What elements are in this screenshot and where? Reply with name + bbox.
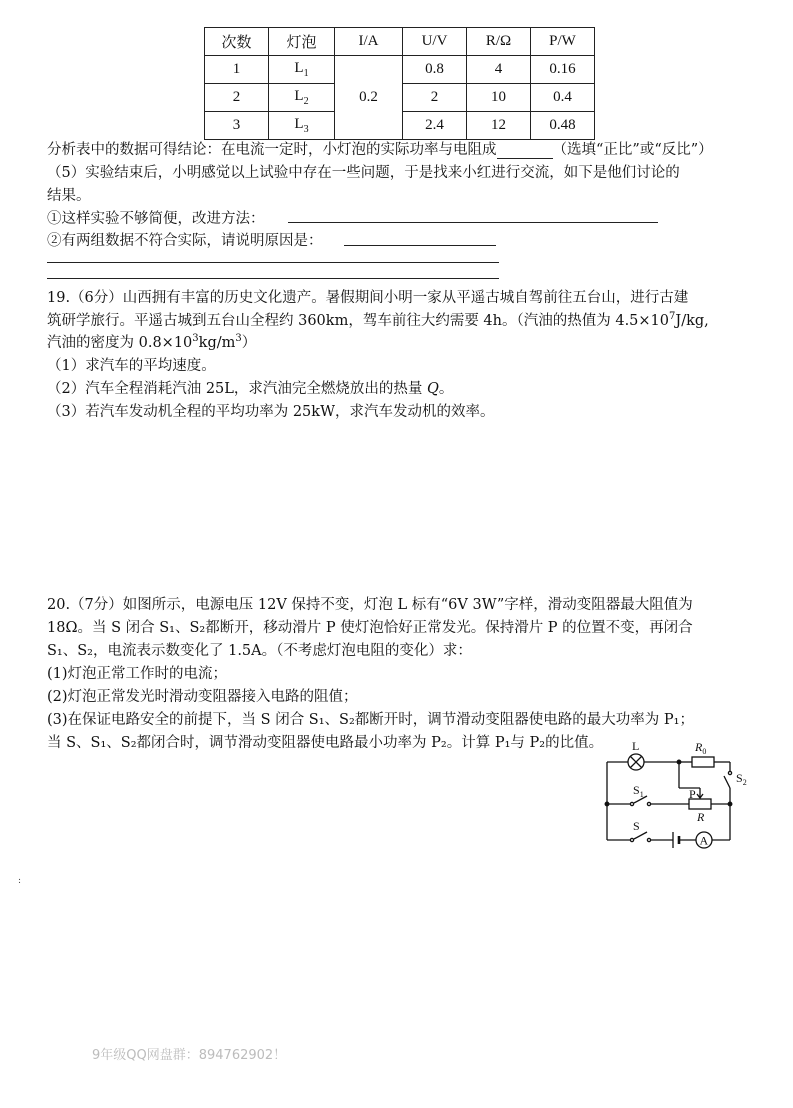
switch-contact — [630, 802, 633, 805]
switch-contact — [647, 838, 650, 841]
ammeter-label: A — [699, 833, 709, 848]
table-cell: 0.8 — [403, 56, 467, 84]
circuit-diagram — [595, 736, 765, 856]
table-header: P/W — [531, 28, 595, 56]
table-cell: 2 — [205, 84, 269, 112]
junction-dot — [605, 802, 609, 806]
table-cell: 1 — [205, 56, 269, 84]
lamp-icon — [628, 754, 644, 770]
q20-sub1: (1)灯泡正常工作时的电流； — [47, 666, 228, 682]
table-header: 灯泡 — [269, 28, 335, 56]
table-cell: $L_3$ — [269, 112, 335, 140]
switch-contact — [630, 838, 633, 841]
table-cell: 0.48 — [531, 112, 595, 140]
q18-item1: ①这样实验不够简便，改进方法： — [47, 211, 265, 227]
q19-sub3: （3）若汽车发动机全程的平均功率为 25kW，求汽车发动机的效率。 — [47, 404, 495, 420]
rheostat-label: R — [697, 810, 705, 824]
answer-blank[interactable] — [497, 142, 553, 159]
table-header: U/V — [403, 28, 467, 56]
q18-item2: ②有两组数据不符合实际，请说明原因是： — [47, 233, 323, 249]
switch-s2-lever — [724, 776, 730, 788]
q20-line2: 18Ω。当 S 闭合 S₁、S₂都断开，移动滑片 P 使灯泡恰好正常发光。保持滑片 P 的位置不变，再闭合 — [47, 620, 693, 636]
table-header: I/A — [335, 28, 403, 56]
q19-line1: 19.（6分）山西拥有丰富的历史文化遗产。暑假期间小明一家从平遥古城自驾前往五台山，进行古建 — [47, 290, 689, 306]
q19-sub2: （2）汽车全程消耗汽油 25L，求汽油完全燃烧放出的热量 Q。 — [47, 381, 454, 397]
data-table — [204, 27, 595, 140]
table-cell: 12 — [467, 112, 531, 140]
q18-conclusion: 分析表中的数据可得结论：在电流一定时，小灯泡的实际功率与电阻成 （选填“正比”或“反比”） — [47, 142, 713, 158]
r0-label: $R_0$ — [695, 740, 707, 756]
answer-line[interactable] — [47, 262, 499, 263]
q18-part5-line1: （5）实验结束后，小明感觉以上试验中存在一些问题，于是找来小红进行交流，如下是他们讨论的 — [47, 165, 680, 181]
table-cell: 4 — [467, 56, 531, 84]
q19-line2: 筑研学旅行。平遥古城到五台山全程约 360km，驾车前往大约需要 4h。（汽油的热值为 $4.5\times 10^7J/kg$, — [47, 311, 709, 329]
q19-sub1: （1）求汽车的平均速度。 — [47, 358, 216, 374]
battery-icon — [673, 832, 679, 848]
table-cell: $L_2$ — [269, 84, 335, 112]
table-row — [205, 56, 595, 84]
q20-sub3b: 当 S、S₁、S₂都闭合时，调节滑动变阻器使电路最小功率为 P₂。计算 P₁与 P₂的比值。 — [47, 735, 604, 751]
switch-s-label: S — [633, 819, 640, 833]
answer-line[interactable] — [288, 222, 658, 223]
table-header: R/Ω — [467, 28, 531, 56]
junction-dot — [728, 802, 732, 806]
s2-label: $S_2$ — [736, 771, 747, 787]
resistor-r0-icon — [692, 757, 714, 767]
table-cell: 3 — [205, 112, 269, 140]
table-cell: 2.4 — [403, 112, 467, 140]
switch-contact — [728, 771, 731, 774]
table-cell: 0.16 — [531, 56, 595, 84]
slider-label: P — [689, 787, 696, 801]
table-header: 次数 — [205, 28, 269, 56]
table-cell: $L_1$ — [269, 56, 335, 84]
q20-line1: 20.（7分）如图所示，电源电压 12V 保持不变，灯泡 L 标有“6V 3W”字样，滑动变阻器最大阻值为 — [47, 597, 693, 613]
switch-contact — [647, 802, 650, 805]
s1-label: $S_1$ — [633, 783, 644, 799]
table-cell: 0.4 — [531, 84, 595, 112]
margin-mark: : — [18, 876, 22, 886]
answer-line[interactable] — [47, 278, 499, 279]
answer-line[interactable] — [344, 245, 496, 246]
q19-line3: 汽油的密度为 $0.8\times 10^3kg/m^3$） — [47, 333, 257, 351]
lamp-label: L — [632, 739, 640, 753]
q20-sub3a: (3)在保证电路安全的前提下，当 S 闭合 S₁、S₂都断开时，调节滑动变阻器使电路的最大功率为 P₁； — [47, 712, 694, 728]
watermark: 9年级QQ网盘群：894762902！ — [92, 1048, 287, 1063]
table-header-row — [205, 28, 595, 56]
table-cell: 10 — [467, 84, 531, 112]
table-cell-current: 0.2 — [335, 56, 403, 140]
table-cell: 2 — [403, 84, 467, 112]
switch-s-lever — [634, 832, 647, 839]
q20-sub2: (2)灯泡正常发光时滑动变阻器接入电路的阻值； — [47, 689, 358, 705]
q20-line3: S₁、S₂，电流表示数变化了 1.5A。（不考虑灯泡电阻的变化）求： — [47, 643, 472, 659]
q18-part5-line2: 结果。 — [47, 188, 91, 204]
